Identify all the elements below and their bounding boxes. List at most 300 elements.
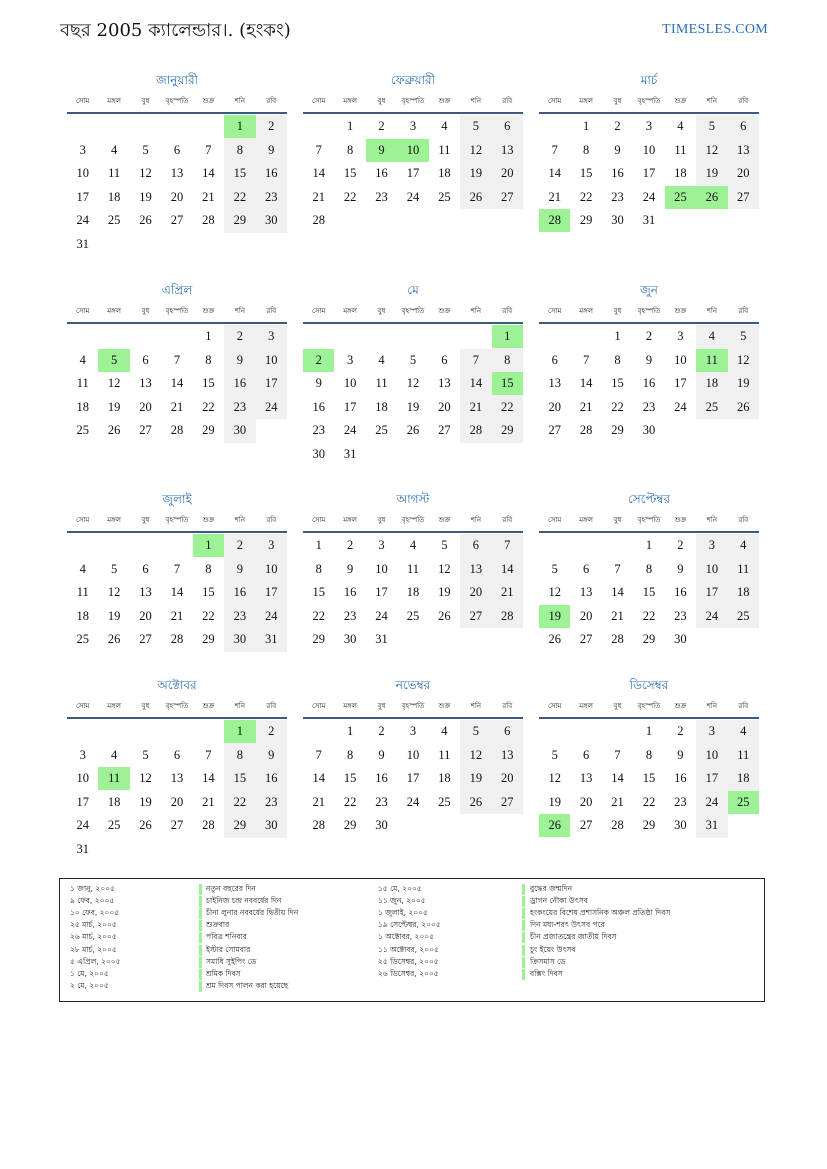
day-cell: 12 bbox=[548, 585, 561, 600]
month-title: ফেব্রুয়ারী bbox=[390, 73, 436, 87]
weekday-label: রবি bbox=[502, 702, 513, 710]
day-cell: 13 bbox=[579, 585, 593, 600]
month-divider bbox=[539, 531, 759, 533]
weekday-label: বৃহস্পতি bbox=[637, 97, 661, 105]
day-cell: 9 bbox=[236, 561, 243, 576]
day-cell: 5 bbox=[472, 119, 479, 133]
day-cell: 7 bbox=[173, 561, 181, 576]
month-calendar bbox=[539, 282, 759, 472]
month-divider bbox=[303, 717, 523, 719]
day-cell: 10 bbox=[265, 352, 278, 367]
weekday-label: সোম bbox=[76, 516, 90, 524]
day-cell: 8 bbox=[347, 747, 354, 762]
month-divider bbox=[67, 531, 287, 533]
holiday-day: 25 bbox=[665, 186, 696, 209]
day-cell: 3 bbox=[79, 142, 86, 157]
day-cell: 31 bbox=[705, 818, 719, 833]
legend-item bbox=[60, 907, 760, 920]
day-cell: 15 bbox=[611, 376, 624, 391]
day-cell: 31 bbox=[76, 842, 89, 856]
day-cell: 19 bbox=[107, 399, 121, 414]
holiday-date: ১০ ফেব, ২০০৫ bbox=[70, 908, 120, 918]
day-cell: 31 bbox=[375, 632, 388, 647]
site-link[interactable]: TIMESLES.COM bbox=[662, 22, 768, 37]
day-cell: 6 bbox=[142, 561, 149, 576]
day-cell: 20 bbox=[469, 585, 483, 600]
day-cell: 18 bbox=[674, 166, 687, 181]
day-cell: 2 bbox=[236, 329, 243, 343]
weekday-header bbox=[303, 700, 523, 712]
day-cell: 24 bbox=[674, 399, 687, 414]
weekday-label: বুধ bbox=[377, 516, 386, 524]
month-days bbox=[539, 325, 759, 467]
day-cell: 30 bbox=[265, 213, 278, 228]
day-cell: 17 bbox=[642, 166, 656, 181]
weekday-label: শনি bbox=[706, 307, 718, 315]
day-cell: 9 bbox=[268, 747, 275, 762]
day-cell: 12 bbox=[107, 376, 121, 391]
day-cell: 29 bbox=[642, 818, 656, 833]
day-cell: 19 bbox=[438, 585, 451, 600]
day-cell: 14 bbox=[548, 166, 561, 181]
weekday-label: বৃহস্পতি bbox=[165, 516, 189, 524]
weekday-label: বৃহস্পতি bbox=[401, 97, 425, 105]
weekday-label: শনি bbox=[234, 307, 246, 315]
day-cell: 28 bbox=[202, 213, 215, 228]
day-cell: 21 bbox=[312, 794, 325, 809]
day-cell: 12 bbox=[737, 352, 750, 367]
holiday-name: চাইনিজ চন্দ্র নববর্ষের দিন bbox=[206, 896, 282, 906]
holiday-day: 1 bbox=[224, 720, 255, 743]
day-cell: 4 bbox=[111, 747, 118, 762]
holiday-day: 1 bbox=[492, 325, 523, 348]
weekday-label: বৃহস্পতি bbox=[165, 307, 189, 315]
day-cell: 8 bbox=[614, 352, 621, 367]
day-cell: 27 bbox=[501, 794, 514, 809]
holiday-name: চীনা লুনার নববর্ষের দ্বিতীয় দিন bbox=[206, 908, 299, 918]
day-cell: 6 bbox=[583, 561, 590, 576]
day-cell: 12 bbox=[139, 771, 152, 786]
day-cell: 24 bbox=[343, 423, 357, 438]
month-title: ডিসেম্বর bbox=[629, 678, 669, 692]
day-cell: 17 bbox=[674, 376, 687, 391]
day-cell: 31 bbox=[343, 447, 357, 461]
day-cell: 6 bbox=[504, 724, 511, 738]
day-cell: 15 bbox=[642, 771, 656, 786]
weekday-label: শুক্র bbox=[202, 307, 215, 315]
weekday-label: শুক্র bbox=[438, 307, 451, 315]
day-cell: 29 bbox=[611, 423, 624, 438]
holiday-date: ৯ ফেব, ২০০৫ bbox=[70, 896, 115, 906]
day-cell: 13 bbox=[737, 142, 750, 157]
month-days bbox=[539, 534, 759, 676]
day-cell: 11 bbox=[375, 376, 388, 391]
month-title: জানুয়ারী bbox=[156, 73, 198, 87]
day-cell: 27 bbox=[438, 423, 451, 438]
day-cell: 28 bbox=[501, 608, 514, 623]
day-cell: 15 bbox=[233, 166, 247, 181]
day-cell: 26 bbox=[737, 399, 750, 414]
weekday-header bbox=[539, 514, 759, 526]
day-cell: 20 bbox=[170, 794, 184, 809]
weekday-label: মঙ্গল bbox=[107, 97, 121, 105]
day-cell: 5 bbox=[708, 119, 715, 133]
month-days bbox=[67, 720, 287, 862]
day-cell: 1 bbox=[347, 119, 354, 133]
day-cell: 15 bbox=[579, 166, 593, 181]
weekday-header bbox=[303, 305, 523, 317]
day-cell: 22 bbox=[642, 608, 656, 623]
weekday-label: মঙ্গল bbox=[107, 702, 121, 710]
day-cell: 19 bbox=[107, 608, 121, 623]
day-cell: 11 bbox=[108, 166, 121, 181]
day-cell: 10 bbox=[705, 561, 719, 576]
day-cell: 4 bbox=[677, 119, 684, 133]
weekday-label: সোম bbox=[76, 702, 90, 710]
day-cell: 23 bbox=[611, 189, 624, 204]
weekday-header bbox=[303, 95, 523, 107]
day-cell: 2 bbox=[614, 119, 621, 133]
day-cell: 26 bbox=[469, 189, 483, 204]
day-cell: 6 bbox=[441, 352, 448, 367]
day-cell: 27 bbox=[548, 423, 561, 438]
day-cell: 24 bbox=[406, 189, 420, 204]
day-cell: 28 bbox=[312, 213, 325, 228]
day-cell: 14 bbox=[202, 771, 215, 786]
day-cell: 14 bbox=[202, 166, 215, 181]
weekday-label: শুক্র bbox=[674, 307, 687, 315]
day-cell: 13 bbox=[548, 376, 561, 391]
weekday-label: সোম bbox=[312, 702, 326, 710]
day-cell: 11 bbox=[438, 747, 451, 762]
day-cell: 30 bbox=[674, 818, 687, 833]
month-divider bbox=[67, 322, 287, 324]
weekday-label: সোম bbox=[548, 702, 562, 710]
day-cell: 14 bbox=[170, 585, 184, 600]
day-cell: 20 bbox=[170, 189, 184, 204]
day-cell: 27 bbox=[737, 189, 750, 204]
day-cell: 13 bbox=[501, 747, 514, 762]
month-calendar bbox=[303, 282, 523, 472]
day-cell: 29 bbox=[501, 423, 514, 438]
day-cell: 3 bbox=[409, 724, 417, 738]
day-cell: 19 bbox=[139, 794, 152, 809]
holiday-day: 5 bbox=[98, 349, 129, 372]
weekday-label: রবি bbox=[738, 307, 749, 315]
day-cell: 14 bbox=[501, 561, 514, 576]
weekday-label: শুক্র bbox=[202, 97, 215, 105]
day-cell: 25 bbox=[76, 632, 89, 647]
day-cell: 2 bbox=[378, 724, 385, 738]
weekday-label: বৃহস্পতি bbox=[637, 702, 661, 710]
day-cell: 31 bbox=[76, 237, 89, 251]
month-divider bbox=[67, 717, 287, 719]
holiday-name: শ্রম দিবস পালন করা হয়েছে bbox=[206, 980, 289, 990]
day-cell: 12 bbox=[469, 142, 483, 157]
day-cell: 8 bbox=[645, 561, 653, 576]
day-cell: 20 bbox=[438, 399, 451, 414]
day-cell: 18 bbox=[438, 771, 451, 786]
weekday-label: শনি bbox=[234, 516, 246, 524]
weekday-label: রবি bbox=[266, 702, 277, 710]
day-cell: 29 bbox=[343, 818, 357, 833]
day-cell: 21 bbox=[170, 399, 184, 414]
month-title: নভেম্বর bbox=[395, 678, 431, 692]
day-cell: 30 bbox=[312, 447, 325, 461]
day-cell: 18 bbox=[107, 794, 121, 809]
day-cell: 3 bbox=[347, 352, 354, 367]
weekday-label: শনি bbox=[470, 97, 482, 105]
weekday-label: মঙ্গল bbox=[579, 307, 593, 315]
day-cell: 18 bbox=[737, 771, 750, 786]
day-cell: 1 bbox=[614, 329, 621, 343]
legend-item bbox=[60, 919, 760, 932]
day-cell: 4 bbox=[79, 561, 86, 576]
weekday-label: বুধ bbox=[141, 516, 150, 524]
weekday-label: শুক্র bbox=[438, 97, 451, 105]
day-cell: 27 bbox=[170, 818, 184, 833]
day-cell: 7 bbox=[472, 352, 479, 367]
day-cell: 20 bbox=[579, 608, 593, 623]
holiday-day: 1 bbox=[224, 115, 255, 138]
weekday-label: বৃহস্পতি bbox=[637, 516, 661, 524]
day-cell: 9 bbox=[677, 747, 684, 762]
day-cell: 28 bbox=[611, 818, 624, 833]
weekday-label: শুক্র bbox=[438, 516, 451, 524]
holiday-date: ১ অক্টোবর, ২০০৫ bbox=[378, 932, 435, 942]
day-cell: 13 bbox=[579, 771, 593, 786]
legend-marker bbox=[522, 957, 525, 968]
day-cell: 11 bbox=[76, 376, 89, 391]
day-cell: 19 bbox=[737, 376, 750, 391]
weekday-label: সোম bbox=[548, 97, 562, 105]
weekday-label: বৃহস্পতি bbox=[401, 307, 425, 315]
day-cell: 13 bbox=[139, 376, 152, 391]
weekday-label: বুধ bbox=[613, 702, 622, 710]
month-days bbox=[539, 720, 759, 862]
day-cell: 5 bbox=[472, 724, 479, 738]
holiday-day: 15 bbox=[492, 372, 523, 395]
day-cell: 3 bbox=[268, 538, 275, 552]
legend-marker bbox=[522, 932, 525, 943]
day-cell: 27 bbox=[501, 189, 514, 204]
day-cell: 18 bbox=[375, 399, 388, 414]
holiday-date: ১১ অক্টোবর, ২০০৫ bbox=[378, 944, 439, 954]
legend-item bbox=[60, 895, 760, 908]
day-cell: 13 bbox=[438, 376, 451, 391]
weekday-label: শুক্র bbox=[438, 702, 451, 710]
day-cell: 27 bbox=[579, 818, 593, 833]
day-cell: 20 bbox=[139, 608, 152, 623]
day-cell: 8 bbox=[205, 561, 212, 576]
day-cell: 15 bbox=[343, 166, 357, 181]
weekday-label: সোম bbox=[76, 307, 90, 315]
weekday-label: বৃহস্পতি bbox=[165, 97, 189, 105]
day-cell: 2 bbox=[268, 119, 275, 133]
day-cell: 15 bbox=[642, 585, 656, 600]
day-cell: 22 bbox=[233, 794, 247, 809]
weekday-header bbox=[67, 700, 287, 712]
holiday-name: হংকংয়ের বিশেষ প্রশাসনিক অঞ্চল প্রতিষ্ঠা দিবস bbox=[530, 908, 671, 918]
day-cell: 4 bbox=[441, 119, 448, 133]
month-days bbox=[67, 325, 287, 467]
weekday-label: বৃহস্পতি bbox=[401, 702, 425, 710]
day-cell: 22 bbox=[343, 189, 357, 204]
day-cell: 16 bbox=[312, 399, 325, 414]
day-cell: 9 bbox=[378, 747, 385, 762]
weekday-label: সোম bbox=[312, 97, 326, 105]
day-cell: 2 bbox=[677, 724, 684, 738]
holiday-day: 19 bbox=[539, 605, 570, 628]
weekday-label: মঙ্গল bbox=[579, 97, 593, 105]
day-cell: 27 bbox=[170, 213, 184, 228]
weekday-label: সোম bbox=[548, 307, 562, 315]
day-cell: 24 bbox=[406, 794, 420, 809]
day-cell: 16 bbox=[611, 166, 624, 181]
day-cell: 17 bbox=[705, 771, 719, 786]
day-cell: 17 bbox=[406, 166, 420, 181]
day-cell: 16 bbox=[233, 376, 247, 391]
weekday-label: সোম bbox=[312, 516, 326, 524]
day-cell: 27 bbox=[579, 632, 593, 647]
day-cell: 16 bbox=[642, 376, 656, 391]
day-cell: 12 bbox=[406, 376, 420, 391]
holiday-name: ড্রাগন নৌকা উৎসব bbox=[530, 896, 588, 906]
weekday-label: রবি bbox=[502, 97, 513, 105]
day-cell: 4 bbox=[378, 352, 385, 367]
month-calendar bbox=[303, 72, 523, 262]
day-cell: 22 bbox=[611, 399, 624, 414]
day-cell: 22 bbox=[343, 794, 357, 809]
holiday-day: 28 bbox=[539, 209, 570, 232]
day-cell: 3 bbox=[708, 724, 715, 738]
weekday-label: শনি bbox=[470, 702, 482, 710]
day-cell: 12 bbox=[107, 585, 121, 600]
holiday-name: চীন প্রজাতন্ত্রের জাতীয় দিবস bbox=[530, 932, 617, 942]
day-cell: 7 bbox=[614, 561, 621, 576]
day-cell: 15 bbox=[343, 771, 357, 786]
day-cell: 14 bbox=[611, 585, 624, 600]
month-calendar bbox=[67, 72, 287, 262]
weekday-label: বুধ bbox=[613, 97, 622, 105]
weekday-label: রবি bbox=[738, 516, 749, 524]
weekday-label: মঙ্গল bbox=[343, 702, 357, 710]
day-cell: 20 bbox=[548, 399, 561, 414]
weekday-label: শুক্র bbox=[202, 702, 215, 710]
weekday-label: বুধ bbox=[377, 307, 386, 315]
day-cell: 18 bbox=[737, 585, 750, 600]
legend-item bbox=[60, 968, 760, 981]
day-cell: 7 bbox=[205, 142, 212, 157]
day-cell: 10 bbox=[76, 166, 89, 181]
month-days bbox=[303, 534, 523, 676]
day-cell: 29 bbox=[642, 632, 656, 647]
month-divider bbox=[539, 717, 759, 719]
day-cell: 9 bbox=[347, 561, 354, 576]
day-cell: 8 bbox=[205, 352, 212, 367]
day-cell: 4 bbox=[740, 724, 747, 738]
day-cell: 19 bbox=[469, 771, 483, 786]
weekday-label: বুধ bbox=[613, 307, 622, 315]
day-cell: 20 bbox=[579, 794, 593, 809]
day-cell: 30 bbox=[265, 818, 278, 833]
day-cell: 23 bbox=[312, 423, 325, 438]
holiday-date: ২৫ মার্চ, ২০০৫ bbox=[70, 920, 117, 930]
day-cell: 10 bbox=[406, 747, 420, 762]
day-cell: 1 bbox=[645, 724, 653, 738]
weekday-label: শনি bbox=[470, 516, 482, 524]
day-cell: 3 bbox=[645, 119, 653, 133]
holiday-name: বক্সিং দিবস bbox=[530, 968, 563, 978]
day-cell: 5 bbox=[441, 538, 448, 552]
month-divider bbox=[539, 112, 759, 114]
day-cell: 12 bbox=[705, 142, 719, 157]
day-cell: 25 bbox=[438, 794, 451, 809]
day-cell: 1 bbox=[645, 538, 653, 552]
day-cell: 28 bbox=[611, 632, 624, 647]
day-cell: 4 bbox=[409, 538, 417, 552]
day-cell: 27 bbox=[469, 608, 483, 623]
holiday-name: ক্রিসমাস ডে bbox=[530, 956, 566, 966]
weekday-label: বৃহস্পতি bbox=[165, 702, 189, 710]
holiday-date: ১৯ সেপ্টেম্বর, ২০০৫ bbox=[378, 920, 441, 930]
weekday-label: শনি bbox=[706, 97, 718, 105]
month-title: জুন bbox=[640, 283, 658, 297]
day-cell: 28 bbox=[312, 818, 325, 833]
month-title: আগস্ট bbox=[396, 492, 430, 506]
holiday-name: নতুন বছরের দিন bbox=[206, 884, 256, 893]
day-cell: 18 bbox=[76, 399, 89, 414]
day-cell: 25 bbox=[107, 213, 121, 228]
day-cell: 13 bbox=[170, 166, 184, 181]
day-cell: 8 bbox=[236, 142, 243, 157]
day-cell: 9 bbox=[614, 142, 621, 157]
day-cell: 17 bbox=[343, 399, 357, 414]
weekday-label: বুধ bbox=[141, 307, 150, 315]
day-cell: 11 bbox=[737, 561, 750, 576]
day-cell: 21 bbox=[202, 794, 215, 809]
weekday-label: মঙ্গল bbox=[579, 516, 593, 524]
page-header bbox=[60, 18, 768, 46]
weekday-label: মঙ্গল bbox=[107, 516, 121, 524]
day-cell: 22 bbox=[642, 794, 656, 809]
day-cell: 21 bbox=[312, 189, 325, 204]
day-cell: 16 bbox=[375, 166, 388, 181]
day-cell: 24 bbox=[705, 794, 719, 809]
day-cell: 16 bbox=[265, 771, 278, 786]
month-calendar bbox=[539, 72, 759, 262]
weekday-header bbox=[67, 514, 287, 526]
day-cell: 12 bbox=[438, 561, 451, 576]
holiday-legend bbox=[59, 878, 765, 1002]
holiday-day: 26 bbox=[539, 814, 570, 837]
day-cell: 26 bbox=[107, 632, 121, 647]
day-cell: 14 bbox=[312, 771, 325, 786]
weekday-label: বৃহস্পতি bbox=[637, 307, 661, 315]
day-cell: 9 bbox=[236, 352, 243, 367]
month-divider bbox=[303, 531, 523, 533]
month-calendar bbox=[67, 491, 287, 681]
day-cell: 4 bbox=[441, 724, 448, 738]
day-cell: 1 bbox=[583, 119, 590, 133]
day-cell: 17 bbox=[76, 794, 89, 809]
month-calendar bbox=[539, 677, 759, 867]
holiday-date: ১১ জুন, ২০০৫ bbox=[378, 896, 426, 906]
month-title: মে bbox=[407, 283, 419, 297]
day-cell: 13 bbox=[170, 771, 184, 786]
day-cell: 18 bbox=[406, 585, 420, 600]
day-cell: 28 bbox=[579, 423, 593, 438]
